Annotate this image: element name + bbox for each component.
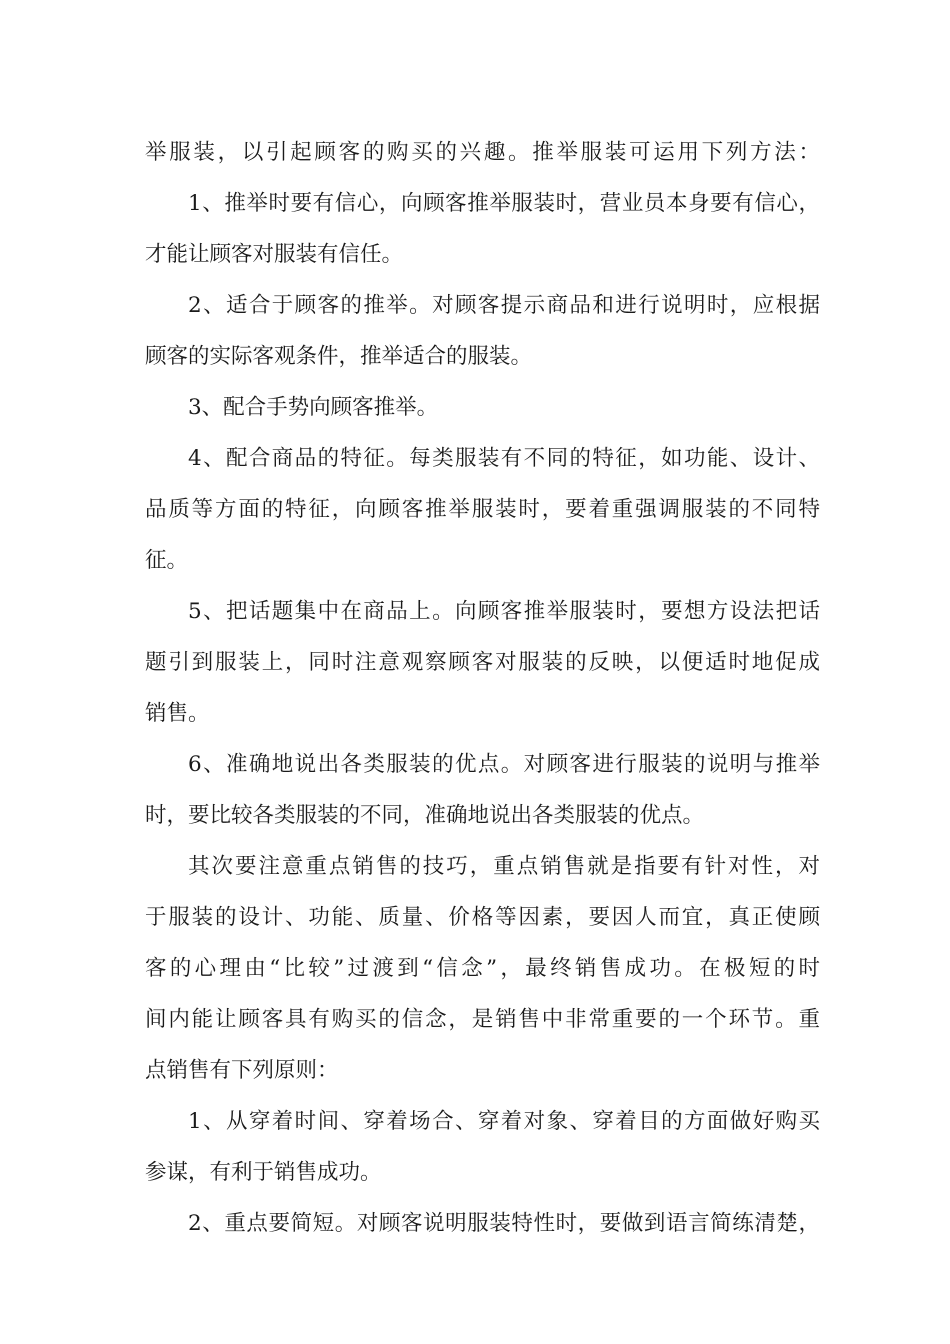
text-line: 时，要比较各类服装的不同，准确地说出各类服装的优点。 <box>145 803 705 828</box>
text-line: 举服装，以引起顾客的购买的兴趣。推举服装可运用下列方法： <box>145 140 820 165</box>
text-line: 于服装的设计、功能、质量、价格等因素，要因人而宜，真正使顾 <box>145 905 820 930</box>
text-line: 间内能让顾客具有购买的信念，是销售中非常重要的一个环节。重 <box>145 1007 820 1032</box>
text-line: 才能让顾客对服装有信任。 <box>145 242 404 267</box>
text-line: 其次要注意重点销售的技巧，重点销售就是指要有针对性，对 <box>188 854 820 879</box>
text-line: 品质等方面的特征，向顾客推举服装时，要着重强调服装的不同特 <box>145 497 820 522</box>
body-text <box>145 127 820 1249</box>
text-line: 参谋，有利于销售成功。 <box>145 1160 382 1185</box>
text-line: 顾客的实际客观条件，推举适合的服装。 <box>145 344 533 369</box>
text-line: 2、适合于顾客的推举。对顾客提示商品和进行说明时，应根据 <box>188 293 820 318</box>
text-line: 6、准确地说出各类服装的优点。对顾客进行服装的说明与推举 <box>188 752 820 777</box>
text-line: 1、推举时要有信心，向顾客推举服装时，营业员本身要有信心， <box>188 191 820 216</box>
text-line: 征。 <box>145 548 189 573</box>
text-line: 4、配合商品的特征。每类服装有不同的特征，如功能、设计、 <box>188 446 820 471</box>
text-line: 2、重点要简短。对顾客说明服装特性时，要做到语言简练清楚， <box>188 1211 820 1236</box>
text-line: 5、把话题集中在商品上。向顾客推举服装时，要想方设法把话 <box>188 599 820 624</box>
text-line: 3、配合手势向顾客推举。 <box>188 395 439 420</box>
text-line: 销售。 <box>145 701 210 726</box>
text-line: 1、从穿着时间、穿着场合、穿着对象、穿着目的方面做好购买 <box>188 1109 820 1134</box>
text-line: 点销售有下列原则： <box>145 1058 339 1083</box>
text-line: 题引到服装上，同时注意观察顾客对服装的反映，以便适时地促成 <box>145 650 820 675</box>
text-line: 客的心理由“比较”过渡到“信念”，最终销售成功。在极短的时 <box>145 956 820 981</box>
